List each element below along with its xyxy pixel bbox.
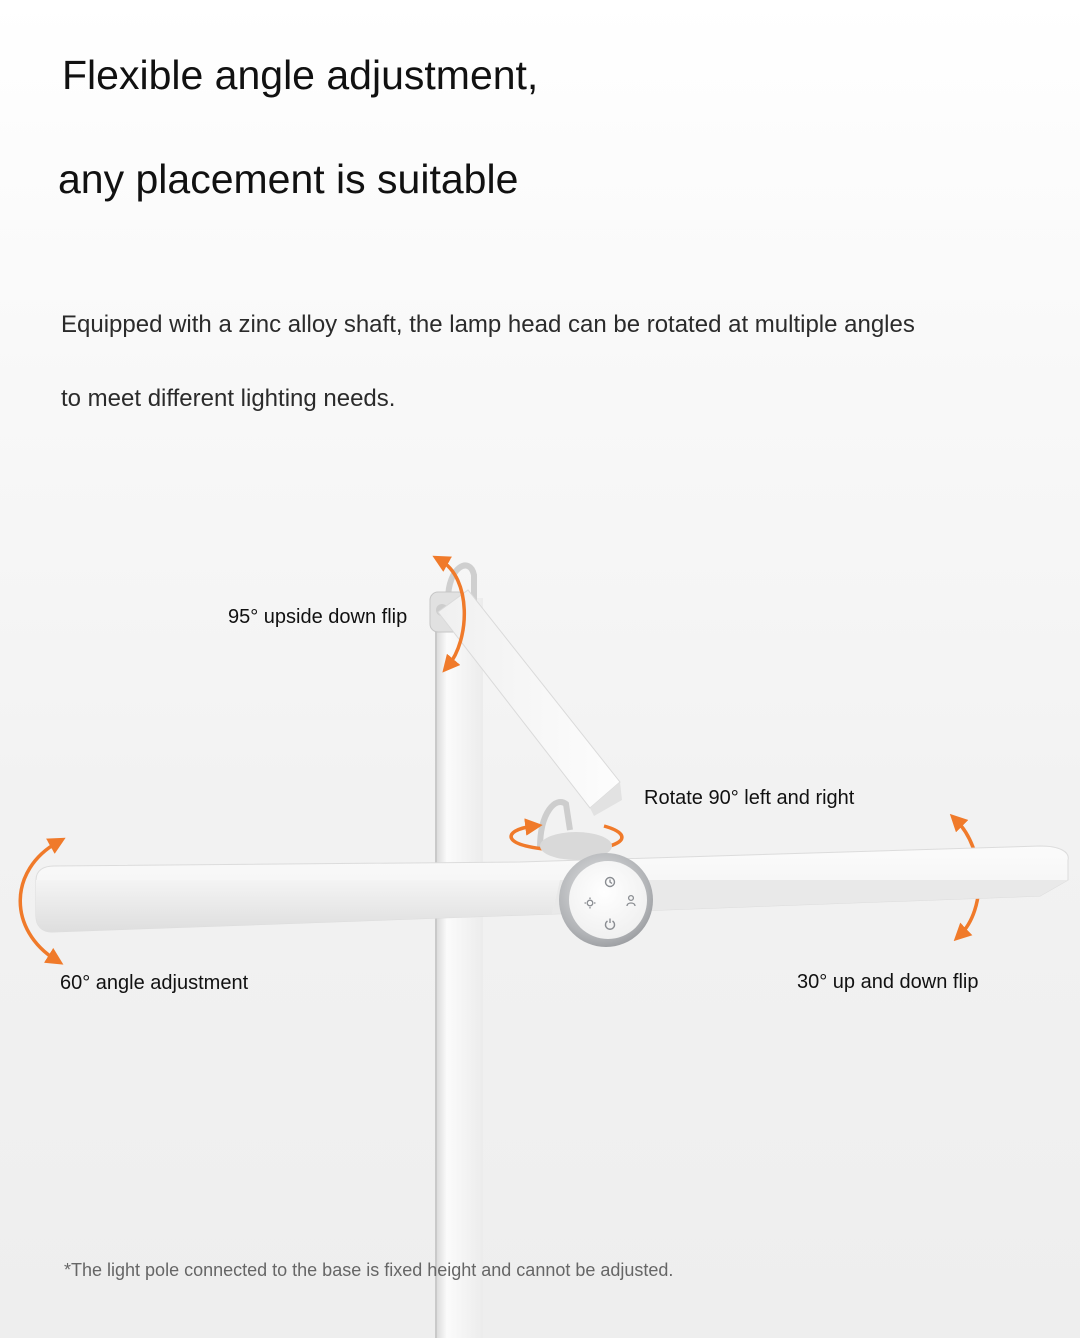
callout-angle-adjustment: 60° angle adjustment bbox=[60, 972, 249, 994]
description-line-1: Equipped with a zinc alloy shaft, the lamp head can be rotated at multiple angles bbox=[61, 311, 915, 338]
callout-up-down-flip: 30° up and down flip bbox=[797, 971, 979, 993]
callout-rotate: Rotate 90° left and right bbox=[644, 787, 855, 809]
callout-upside-down-flip: 95° upside down flip bbox=[228, 606, 408, 628]
headline-line-2: any placement is suitable bbox=[58, 156, 519, 202]
lamp-pole bbox=[435, 598, 483, 1338]
light-bar bbox=[36, 846, 1068, 932]
headline-line-1: Flexible angle adjustment, bbox=[62, 52, 539, 98]
description-line-2: to meet different lighting needs. bbox=[61, 385, 396, 412]
footnote: *The light pole connected to the base is fixed height and cannot be adjusted. bbox=[64, 1260, 674, 1280]
